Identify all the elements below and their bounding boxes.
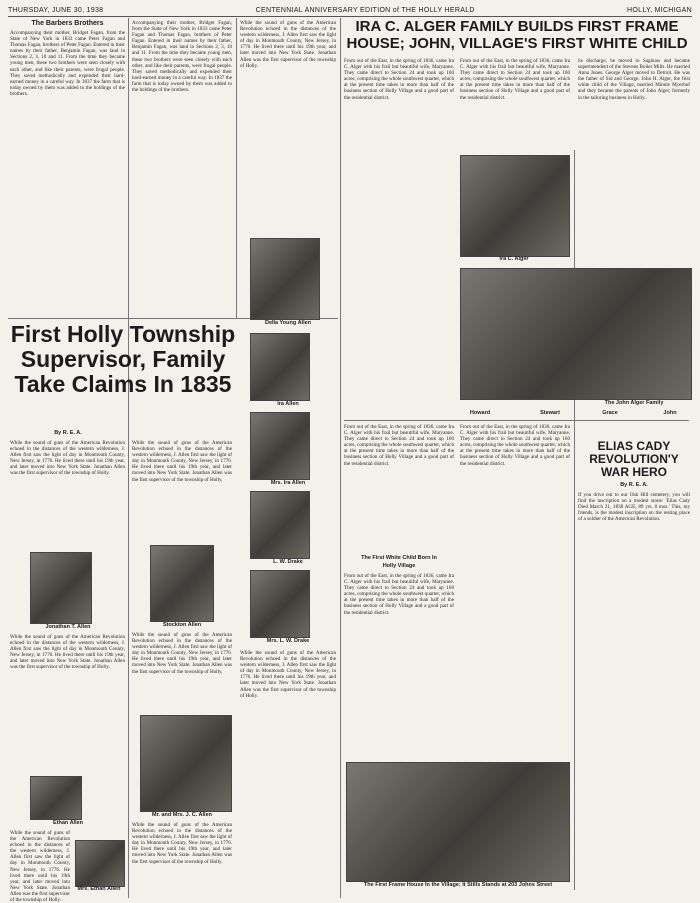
column-rule: [128, 18, 129, 898]
alger-article-col1: From out of the East, in the spring of 1836, came Ira C. Alger with his frail but beautiful wife, Maryanne. They came direct to Section 24 and took up 160 acres, comprising the whole southwest quarter, which at the present time takes in more than half of the business section of Holly Village and a good part of the residential district.: [344, 58, 454, 101]
alger-continued-1: From out of the East, in the spring of 1836, came Ira C. Alger with his frail but beautiful wife, Maryanne. They came direct to Section 24 and took up 160 acres, comprising the whole southwest quarter, which at the present time takes in more than half of the business section of Holly Village and a good part of the residential district.: [344, 424, 454, 467]
column-rule: [340, 18, 341, 898]
alger-headline: IRA C. ALGER FAMILY BUILDS FIRST FRAME HOUSE; JOHN, VILLAGE'S FIRST WHITE CHILD: [346, 18, 688, 52]
caption-alger-family: The John Alger Family: [604, 400, 664, 406]
caption-first-frame: The First Frame House In the Village; It Stills Stands at 203 Johns Street: [363, 882, 553, 888]
allen-family-text: While the sound of guns of the American Revolution echoed in the distances of the western wilderness, J. Allen first saw the light of day in Monmouth County, New Jersey, in 1776. He lived there until his 19th year, and later moved into New York State. Jonathan Allen was the first supervisor of the township of Holly.: [240, 20, 336, 69]
photo-mrs-ethan-allen: [75, 840, 125, 887]
photo-della-young-allen: [250, 238, 320, 320]
barber-continued: Accompanying their mother, Bridget Fagan, from the State of New York in 1833 came Peter Fagan and Thomas Fagan, brothers of Peter Fagan. Entered in their names by their father, Benjamin Fagan, was land in Sections 2, 3, 10 and 11. From the time they became young men, these two brothers were seen closely with each other, and like their parents, were frugal people. They saved methodically and expended their hard-earned money in a careful way. In 1837 the farm that is today owned by them was added to the holdings of the brothers.: [132, 20, 232, 94]
alger-continued-3: From out of the East, in the spring of 1836, came Ira C. Alger with his frail but beautiful wife, Maryanne. They came direct to Section 24 and took up 160 acres, comprising the whole southwest quarter, which at the present time takes in more than half of the business section of Holly Village and a good part of the residential district.: [460, 424, 570, 467]
caption-lw-drake: L. W. Drake: [273, 559, 303, 565]
township-article: While the sound of guns of the American Revolution echoed in the distances of the western wilderness, J. Allen first saw the light of day in Monmouth County, New Jersey, in 1776. He lived there until his 19th year, and later moved into New York State. Jonathan Allen was the first supervisor of the township of Holly.: [10, 440, 125, 477]
photo-ira-allen: [250, 333, 310, 401]
jonathan-article: While the sound of guns of the American Revolution echoed in the distances of the western wilderness, J. Allen first saw the light of day in Monmouth County, New Jersey, in 1776. He lived there until his 19th year, and later moved into New York State. Jonathan Allen was the first supervisor of the township of Holly.: [10, 634, 125, 671]
caption-della: Della Young Allen: [264, 320, 312, 326]
first-white-child-sub: The First White Child Born In: [361, 555, 437, 561]
cady-headline: ELIAS CADY REVOLUTION'Y WAR HERO: [589, 439, 679, 479]
caption-stewart: Stewart: [540, 410, 560, 416]
masthead: [8, 4, 692, 17]
caption-ira-allen: Ira Allen: [277, 401, 299, 407]
cady-byline: By R. E. A.: [620, 482, 648, 488]
photo-mrs-ira-allen: [250, 412, 310, 480]
caption-john: John: [663, 410, 677, 416]
photo-alger-family: [460, 268, 692, 400]
alger-continued-2: From out of the East, in the spring of 1836, came Ira C. Alger with his frail but beautiful wife, Maryanne. They came direct to Section 24 and took up 160 acres, comprising the whole southwest quarter, which at the present time takes in more than half of the business section of Holly Village and a good part of the residential district.: [344, 573, 454, 616]
township-byline: By R. E. A.: [54, 430, 82, 436]
caption-jc-allen: Mr. and Mrs. J. C. Allen: [151, 812, 212, 818]
barber-article: Accompanying their mother, Bridget Fagan, from the State of New York in 1833 came Peter Fagan and Thomas Fagan, brothers of Peter Fagan. Entered in their names by their father, Benjamin Fagan, was land in Sections 2, 3, 10 and 11. From the time they became young men, these two brothers were seen closely with each other, and like their parents, were frugal people. They saved methodically and expended their hard-earned money in a careful way. In 1837 the farm that is today owned by them was added to the holdings of the brothers.: [10, 30, 125, 97]
masthead-location: HOLLY, MICHIGAN: [627, 6, 692, 14]
photo-first-frame-house: [346, 762, 570, 882]
ethan-article: While the sound of guns of the American Revolution echoed in the distances of the western wilderness, J. Allen first saw the light of day in Monmouth County, New Jersey, in 1776. He lived there until his 19th year, and later moved into New York State. Jonathan Allen was the first supervisor of the township of Holly.: [10, 830, 70, 903]
photo-ira-c-alger: [460, 155, 570, 257]
township-headline: First Holly Township Supervisor, Family Take Claims In 1835: [10, 321, 236, 397]
drake-article: While the sound of guns of the American Revolution echoed in the distances of the western wilderness, J. Allen first saw the light of day in Monmouth County, New Jersey, in 1776. He lived there until his 19th year, and later moved into New York State. Jonathan Allen was the first supervisor of the township of Holly.: [240, 650, 336, 699]
caption-stockton: Stockton Allen: [162, 622, 202, 628]
photo-stockton-allen: [150, 545, 214, 622]
photo-jonathan-allen: [30, 552, 92, 624]
alger-side-article: its discharge, he moved to Saginaw and became superintendent of the Stevens Boiler Mills. He married Anna Jones. George Alger moved to Detroit. He was the father of Sid and George. John H. Alger, the first white child of the Village, married Minnie Myerhof and they became the parents of John Alger, formerly in the tailoring business in Holly.: [578, 58, 690, 101]
caption-mrs-ira-allen: Mrs. Ira Allen: [270, 480, 306, 486]
column-rule: [574, 150, 575, 890]
column-rule: [236, 18, 237, 318]
photo-ethan-allen: [30, 776, 82, 820]
alger-article-col2: From out of the East, in the spring of 1836, came Ira C. Alger with his frail but beautiful wife, Maryanne. They came direct to Section 24 and took up 160 acres, comprising the whole southwest quarter, which at the present time takes in more than half of the business section of Holly Village and a good part of the residential district.: [460, 58, 570, 101]
caption-howard: Howard: [469, 410, 491, 416]
caption-ethan: Ethan Allen: [52, 820, 84, 826]
masthead-title: CENTENNIAL ANNIVERSARY EDITION of THE HOLLY HERALD: [255, 6, 475, 14]
cady-article: If you drive out to our Oak Hill cemetery, you will find the inscription on a modest stone: 'Elias Cady Died March 21, 1838 AGE, 89 yrs. 8 mos.' This, my friends, is the modest inscription on the resting place of a soldier of the American Revolution.: [578, 492, 690, 523]
photo-jc-allen-couple: [140, 715, 232, 812]
caption-ira-alger: Ira C. Alger: [499, 256, 529, 262]
section-rule: [344, 420, 689, 421]
masthead-date: THURSDAY, JUNE 30, 1938: [8, 6, 104, 14]
photo-mrs-drake: [250, 570, 310, 638]
stockton-article: While the sound of guns of the American Revolution echoed in the distances of the western wilderness, J. Allen first saw the light of day in Monmouth County, New Jersey, in 1776. He lived there until his 19th year, and later moved into New York State. Jonathan Allen was the first supervisor of the township of Holly.: [132, 632, 232, 675]
john-allen-article: While the sound of guns of the American Revolution echoed in the distances of the western wilderness, J. Allen first saw the light of day in Monmouth County, New Jersey, in 1776. He lived there until his 19th year, and later moved into New York State. Jonathan Allen was the first supervisor of the township of Holly.: [132, 822, 232, 865]
holly-village-head: Holly Village: [382, 563, 416, 569]
allen-continued: While the sound of guns of the American Revolution echoed in the distances of the western wilderness, J. Allen first saw the light of day in Monmouth County, New Jersey, in 1776. He lived there until his 19th year, and later moved into New York State. Jonathan Allen was the first supervisor of the township of Holly.: [132, 440, 232, 483]
caption-mrs-ethan: Mrs. Ethan Allen: [77, 886, 121, 892]
photo-lw-drake: [250, 491, 310, 559]
caption-mrs-drake: Mrs. L. W. Drake: [266, 638, 310, 644]
caption-jonathan: Jonathan T. Allen: [45, 624, 91, 630]
barber-headline: The Barbers Brothers: [31, 20, 104, 27]
caption-grace: Grace: [602, 410, 618, 416]
